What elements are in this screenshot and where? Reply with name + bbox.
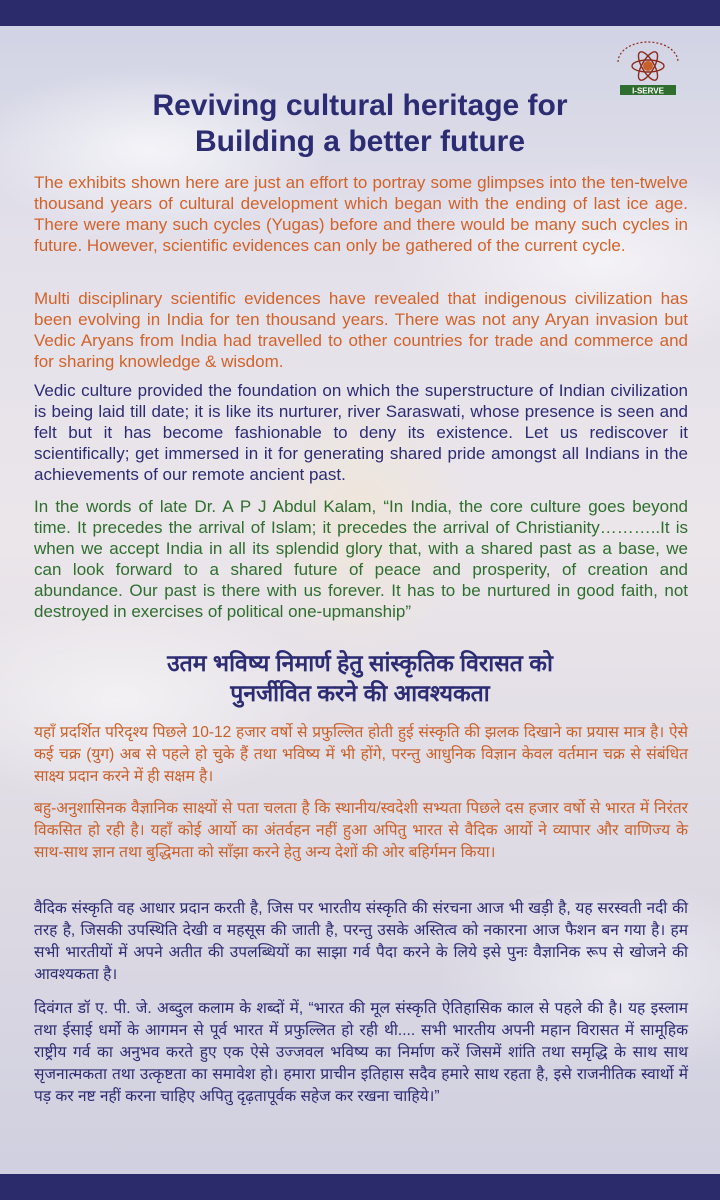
title-line-1: Reviving cultural heritage for	[152, 89, 568, 122]
top-band	[0, 0, 720, 26]
hindi-paragraph-1: यहाँ प्रदर्शित परिदृश्य पिछले 10-12 हजार वर्षो से प्रफुल्लित होती हुई संस्कृति की झलक दिखाने का प्रयास मात्र है। ऐसे कई चक्र (युग) अब से पहले हो चुके हैं तथा भविष्य में भी होंगे, परन्तु आधुनिक विज्ञान केवल वर्तमान चक्र से संबंधित साक्ष्य प्रदान करने में ही सक्षम है।	[34, 724, 688, 785]
english-paragraph-1: The exhibits shown here are just an effort to portray some glimpses into the ten-twelve thousand years of cultural development which began with the ending of last ice age. There were many such cycles (Yugas) before and there would be many such cycles in future. However, scientific evidences can only be gathered of the current cycle.	[34, 173, 688, 255]
logo-label: I-SERVE	[632, 86, 664, 96]
hindi-quote-paragraph: दिवंगत डॉ ए. पी. जे. अब्दुल कलाम के शब्दों में, “भारत की मूल संस्कृति ऐतिहासिक काल से पहले की है। यह इस्लाम तथा ईसाई धर्मो के आगमन से पूर्व भारत में प्रफुल्लित हो रही थी.... सभी भारतीय अपनी महान विरासत में सामूहिक राष्ट्रीय गर्व का अनुभव करते हुए एक ऐसे उज्जवल भविष्य का निर्माण करें जिसमें शांति तथा समृद्धि के साथ साथ सृजनात्मकता तथा उत्कृष्टता का समावेश हो। हमारा प्राचीन इतिहास सदैव हमारे साथ रहता है, इसे राजनीतिक स्वार्थो में पड़ कर नष्ट नहीं करना चाहिए अपितु दृढ़तापूर्वक सहेज कर रखना चाहिये।”	[34, 1000, 688, 1105]
english-quote-paragraph: In the words of late Dr. A P J Abdul Kalam, “In India, the core culture goes beyond time. It precedes the arrival of Islam; it precedes the arrival of Christianity………..It is when we accept India in all its splendid glory that, with a shared past as a base, we can look forward to a shared future of peace and prosperity, of creation and abundance. Our past is there with us forever. It has to be nurtured in good faith, not destroyed in exercises of political one-upmanship”	[34, 497, 688, 621]
english-paragraph-2: Multi disciplinary scientific evidences have revealed that indigenous civilization has been evolving in India for ten thousand years. There was not any Aryan invasion but Vedic Aryans from India had travelled to other countries for trade and commerce and for sharing knowledge & wisdom.	[34, 289, 688, 371]
title-line-2: Building a better future	[195, 125, 525, 158]
hindi-paragraph-3: वैदिक संस्कृति वह आधार प्रदान करती है, जिस पर भारतीय संस्कृति की संरचना आज भी खड़ी है, यह सरस्वती नदी की तरह है, जिसकी उपस्थिति देखी व महसूस की जाती है, परन्तु उसके अस्तित्व को नकारना आज फैशन बन गया है। हम सभी भारतीयों में अपने अतीत की उपलब्धियों का साझा गर्व पैदा करने के लिये इसे पुनः वैज्ञानिक रूप से खोजने की आवश्यकता है।	[34, 900, 688, 983]
hindi-paragraph-2: बहु-अनुशासिनक वैज्ञानिक साक्ष्यों से पता चलता है कि स्थानीय/स्वदेशी सभ्यता पिछले दस हजार वर्षो से भारत में निरंतर विकसित हो रही है। यहाँ कोई आर्यो का अंतर्वहन नहीं हुआ अपितु भारत से वैदिक आर्यो ने व्यापार और वाणिज्य के साथ-साथ ज्ञान तथा बुद्धिमता को साँझा करने हेतु अन्य देशों की ओर बहिर्गमन किया।	[34, 800, 688, 861]
hindi-title-line-1: उतम भविष्य निमार्ण हेतु सांस्कृतिक विरासत को	[167, 650, 553, 676]
english-paragraph-3: Vedic culture provided the foundation on which the superstructure of Indian civilization is being laid till date; it is like its nurturer, river Saraswati, whose presence is seen and felt but it has become fashionable to deny its existence. Let us rediscover it scientifically; get immersed in it for generating shared pride amongst all Indians in the achievements of our remote ancient past.	[34, 381, 688, 484]
hindi-title	[60, 648, 660, 708]
hindi-title-line-2: पुनर्जीवित करने की आवश्यकता	[230, 680, 490, 706]
page-title	[60, 88, 660, 160]
bottom-band	[0, 1174, 720, 1200]
